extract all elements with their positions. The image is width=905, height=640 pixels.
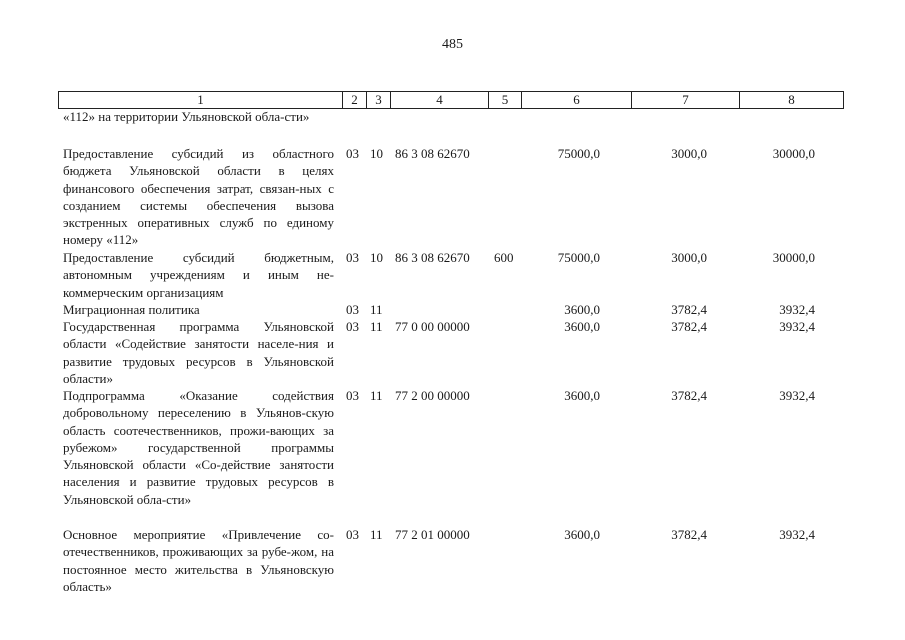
row-name: Основное мероприятие «Привлечение со-отечественников, проживающих за рубе-жом, на постоянное место жительства в Ульяновскую область»: [63, 527, 334, 594]
row-col-2: 03: [346, 250, 359, 265]
row-col-4: 77 2 00 00000: [395, 388, 470, 403]
header-col-1: 1: [197, 92, 204, 107]
row-col-6: 75000,0: [557, 146, 600, 161]
row-col-3: 10: [370, 250, 383, 265]
row-col-3: 11: [370, 319, 383, 334]
row-col-6: 3600,0: [564, 319, 600, 334]
row-name: Предоставление субсидий из областного бюджета Ульяновской области в целях финансового обеспечения затрат, связан-ных с созданием системы обеспечения вызова экстренных оперативных служб по единому номеру «112»: [63, 146, 334, 248]
table-header: [58, 91, 844, 109]
row-col-6: 75000,0: [557, 250, 600, 265]
row-col-4: 86 3 08 62670: [395, 250, 470, 265]
row-col-7: 3782,4: [671, 319, 707, 334]
row-col-6: 3600,0: [564, 302, 600, 317]
row-col-8: 3932,4: [779, 388, 815, 403]
header-col-4: 4: [390, 92, 488, 108]
row-name: Миграционная политика: [63, 302, 200, 317]
row-col-2: 03: [346, 146, 359, 161]
row-col-4: 86 3 08 62670: [395, 146, 470, 161]
row-name: Государственная программа Ульяновской области «Содействие занятости населе-ния и развитие трудовых ресурсов в Ульяновской области»: [63, 319, 334, 386]
row-col-6: 3600,0: [564, 527, 600, 542]
page-number: 485: [442, 37, 463, 52]
row-name: «112» на территории Ульяновской обла-сти»: [63, 109, 310, 124]
header-col-8: 8: [739, 92, 843, 108]
row-name: Предоставление субсидий бюджетным, автономным учреждениям и иным не-коммерческим организациям: [63, 250, 334, 300]
row-col-2: 03: [346, 527, 359, 542]
row-col-8: 30000,0: [772, 250, 815, 265]
row-col-7: 3000,0: [671, 250, 707, 265]
row-name: Подпрограмма «Оказание содействия добровольному переселению в Ульянов-скую область соотечественников, прожи-вающих за рубежом» государственной программы Ульяновской области «Со-действие занятости населения и развитие трудовых ресурсов в Ульяновской обла-сти»: [63, 388, 334, 507]
row-col-3: 11: [370, 302, 383, 317]
row-col-2: 03: [346, 319, 359, 334]
row-col-7: 3782,4: [671, 302, 707, 317]
row-col-7: 3782,4: [671, 527, 707, 542]
row-col-7: 3782,4: [671, 388, 707, 403]
row-col-4: 77 0 00 00000: [395, 319, 470, 334]
row-col-8: 3932,4: [779, 527, 815, 542]
header-col-5: 5: [488, 92, 521, 108]
row-col-4: 77 2 01 00000: [395, 527, 470, 542]
header-col-3: 3: [366, 92, 390, 108]
row-col-2: 03: [346, 302, 359, 317]
row-col-7: 3000,0: [671, 146, 707, 161]
row-col-8: 3932,4: [779, 302, 815, 317]
row-col-5: 600: [494, 250, 514, 265]
row-col-8: 30000,0: [772, 146, 815, 161]
row-col-3: 11: [370, 527, 383, 542]
row-col-3: 10: [370, 146, 383, 161]
header-col-7: 7: [631, 92, 739, 108]
header-col-6: 6: [521, 92, 631, 108]
row-col-8: 3932,4: [779, 319, 815, 334]
header-col-2: 2: [342, 92, 366, 108]
row-col-6: 3600,0: [564, 388, 600, 403]
row-col-2: 03: [346, 388, 359, 403]
row-col-3: 11: [370, 388, 383, 403]
